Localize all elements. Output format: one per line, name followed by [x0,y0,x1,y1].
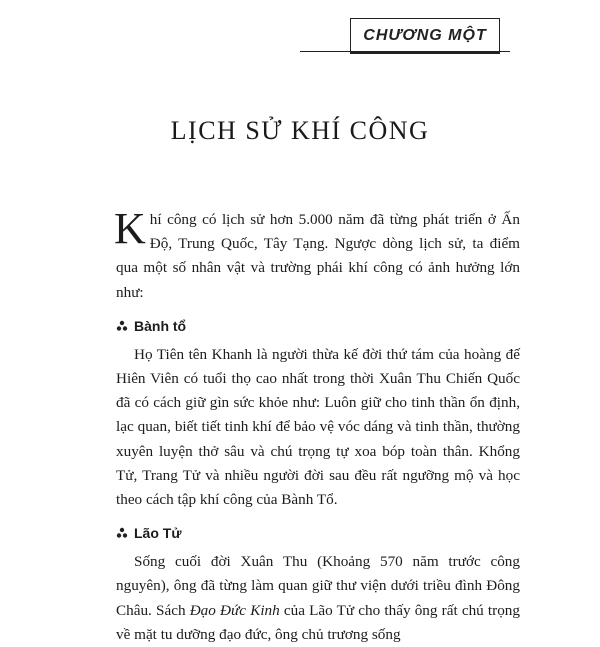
chapter-label: CHƯƠNG MỘT [350,18,500,54]
paragraph-text: Sống cuối đời Xuân Thu (Khoảng 570 năm trước công nguyên), ông đã từng làm quan giữ thư viện dưới triều đình Đông Châu. Sách [116,553,520,619]
intro-text: hí công có lịch sử hơn 5.000 năm đã từng phát triển ở Ấn Độ, Trung Quốc, Tây Tạng. Ngược dòng lịch sử, ta điểm qua một số nhân vật và trường phái khí công có ảnh hưởng lớn như: [116,211,520,301]
section-heading-lao-tu [116,522,520,544]
trefoil-icon [116,527,128,539]
section-paragraph [116,550,520,647]
section-heading-label: Lão Tử [134,525,182,542]
section-paragraph: Họ Tiên tên Khanh là người thừa kế đời thứ tám của hoàng đế Hiên Viên có tuổi thọ cao nhất trong thời Xuân Thu Chiến Quốc đã có cách giữ gìn sức khỏe như: Luôn giữ cho tinh thần ổn định, lạc quan, biết tiết tinh khí để bảo vệ vóc dáng và tinh thần, thường xuyên luyện thở sâu và chú trọng tự xoa bóp toàn thân. Khổng Tử, Trang Tử và nhiều người đời sau đều rất ngưỡng mộ và học theo cách tập khí công của Bành Tổ. [116,345,520,509]
section-heading-banh-to [116,315,520,337]
section-heading-label: Bành tổ [134,317,187,334]
book-title: Đạo Đức Kinh [189,601,280,619]
body-content [114,204,520,647]
trefoil-icon [116,320,128,332]
paragraph-text: của Lão Tử cho thấy ông rất chú trọng về mặt tu dưỡng đạo đức, ông chủ trương sống [116,601,520,643]
chapter-title: LỊCH SỬ KHÍ CÔNG [170,116,430,145]
drop-cap: K [114,204,146,253]
header-rule [300,51,510,52]
intro-paragraph [114,204,520,305]
